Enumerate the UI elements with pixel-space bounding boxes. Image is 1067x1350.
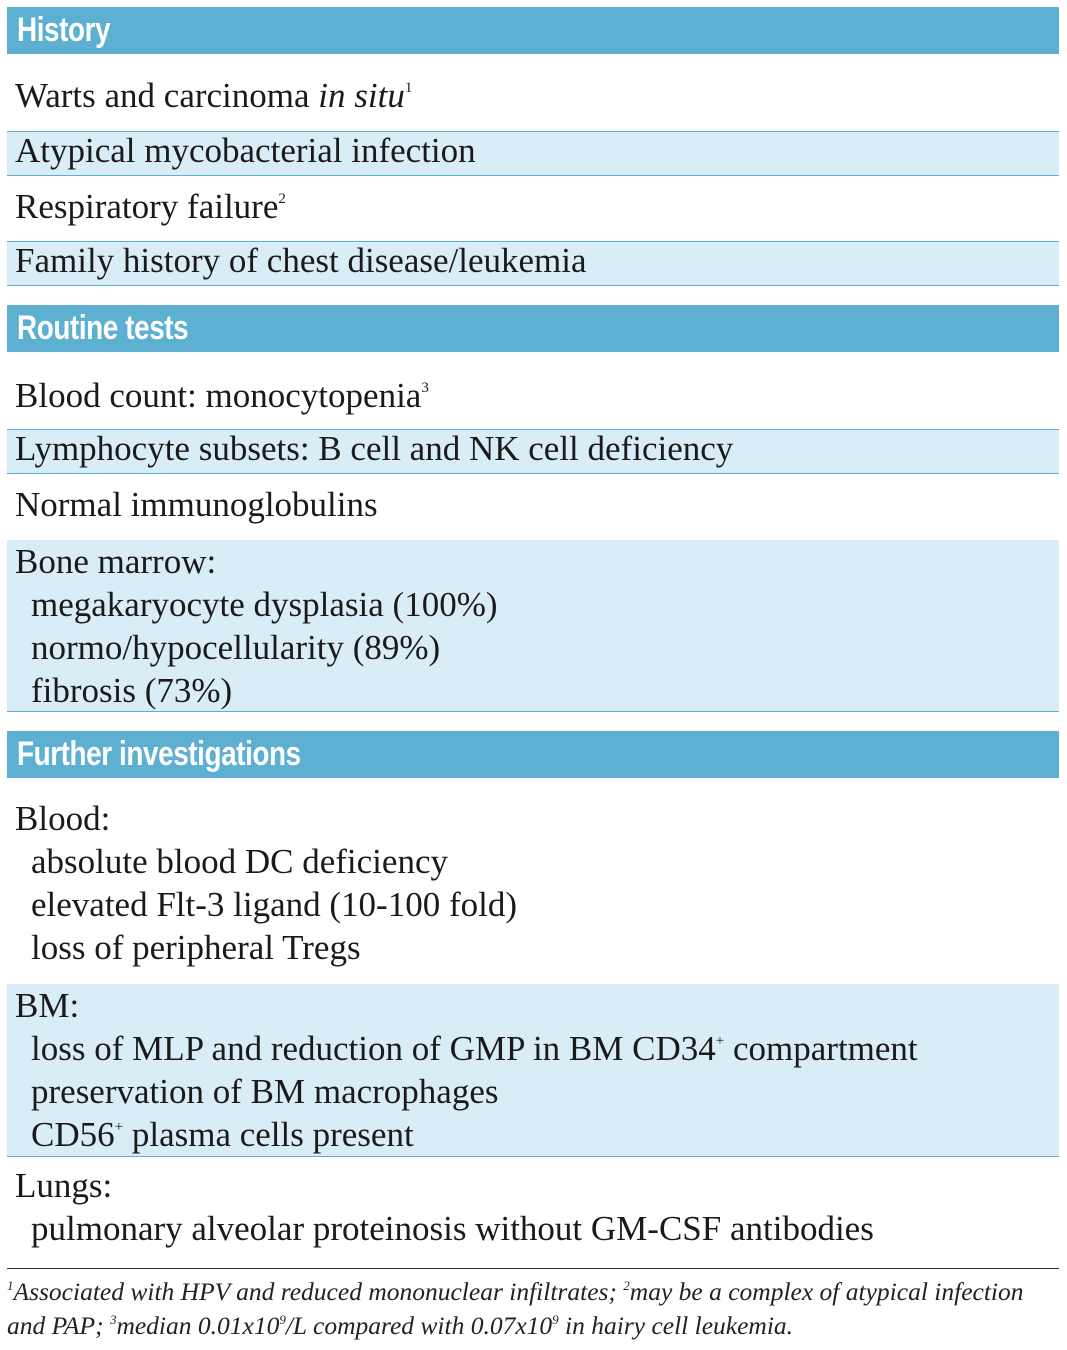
row-text: absolute blood DC deficiency	[31, 842, 448, 881]
section-title: Further investigations	[17, 735, 301, 773]
table-footnote: $^1$Associated with HPV and reduced mononuclear infiltrates; $^2$may be a complex of atypical infection and PAP; $^3$median $0.01x10^9/L$ compared with $0.07x10^9$ in hairy cell leukemia.	[7, 1268, 1059, 1343]
row-text: Normal immunoglobulins	[15, 485, 378, 524]
row-text: CD56	[31, 1115, 115, 1154]
superscript: +	[715, 1033, 725, 1050]
footnote-ref: 1	[404, 80, 413, 97]
row-text: preservation of BM macrophages	[31, 1072, 499, 1111]
row-heading: BM:	[15, 986, 80, 1025]
row-text: loss of peripheral Tregs	[31, 928, 361, 967]
table-row	[7, 242, 1059, 286]
table-row	[7, 797, 1059, 984]
row-text: Lymphocyte subsets: B cell and NK cell deficiency	[15, 429, 734, 468]
row-text: compartment	[724, 1029, 918, 1068]
table-row	[7, 176, 1059, 242]
row-text: normo/hypocellularity (89%)	[31, 628, 441, 667]
table-row	[7, 984, 1059, 1157]
row-heading: Bone marrow:	[15, 542, 217, 581]
section-header-routine-tests	[7, 305, 1059, 352]
row-text: Family history of chest disease/leukemia	[15, 241, 587, 280]
table-row	[7, 474, 1059, 540]
superscript: +	[114, 1119, 124, 1136]
row-text: pulmonary alveolar proteinosis without GM-CSF antibodies	[31, 1209, 874, 1248]
table-row	[7, 74, 1059, 132]
row-heading: Lungs:	[15, 1166, 113, 1205]
section-header-further-investigations	[7, 731, 1059, 778]
row-text: plasma cells present	[123, 1115, 414, 1154]
section-title: History	[17, 11, 111, 49]
row-italic: in situ	[318, 76, 405, 115]
row-text: loss of MLP and reduction of GMP in BM CD34	[31, 1029, 716, 1068]
row-text: fibrosis (73%)	[31, 671, 233, 710]
table-row	[7, 540, 1059, 712]
table-row	[7, 132, 1059, 176]
table-row	[7, 1164, 1059, 1260]
row-text: Respiratory failure	[15, 187, 279, 226]
section-header-history	[7, 7, 1059, 54]
row-text: Blood count: monocytopenia	[15, 376, 422, 415]
section-title: Routine tests	[17, 309, 189, 347]
table-row	[7, 430, 1059, 474]
row-text: Warts and carcinoma	[15, 76, 319, 115]
row-text: elevated Flt-3 ligand (10-100 fold)	[31, 885, 517, 924]
row-text: megakaryocyte dysplasia (100%)	[31, 585, 498, 624]
table-row	[7, 370, 1059, 430]
row-heading: Blood:	[15, 799, 111, 838]
footnote-ref: 2	[278, 191, 286, 208]
row-text: Atypical mycobacterial infection	[15, 131, 476, 170]
footnote-ref: 3	[421, 380, 429, 397]
